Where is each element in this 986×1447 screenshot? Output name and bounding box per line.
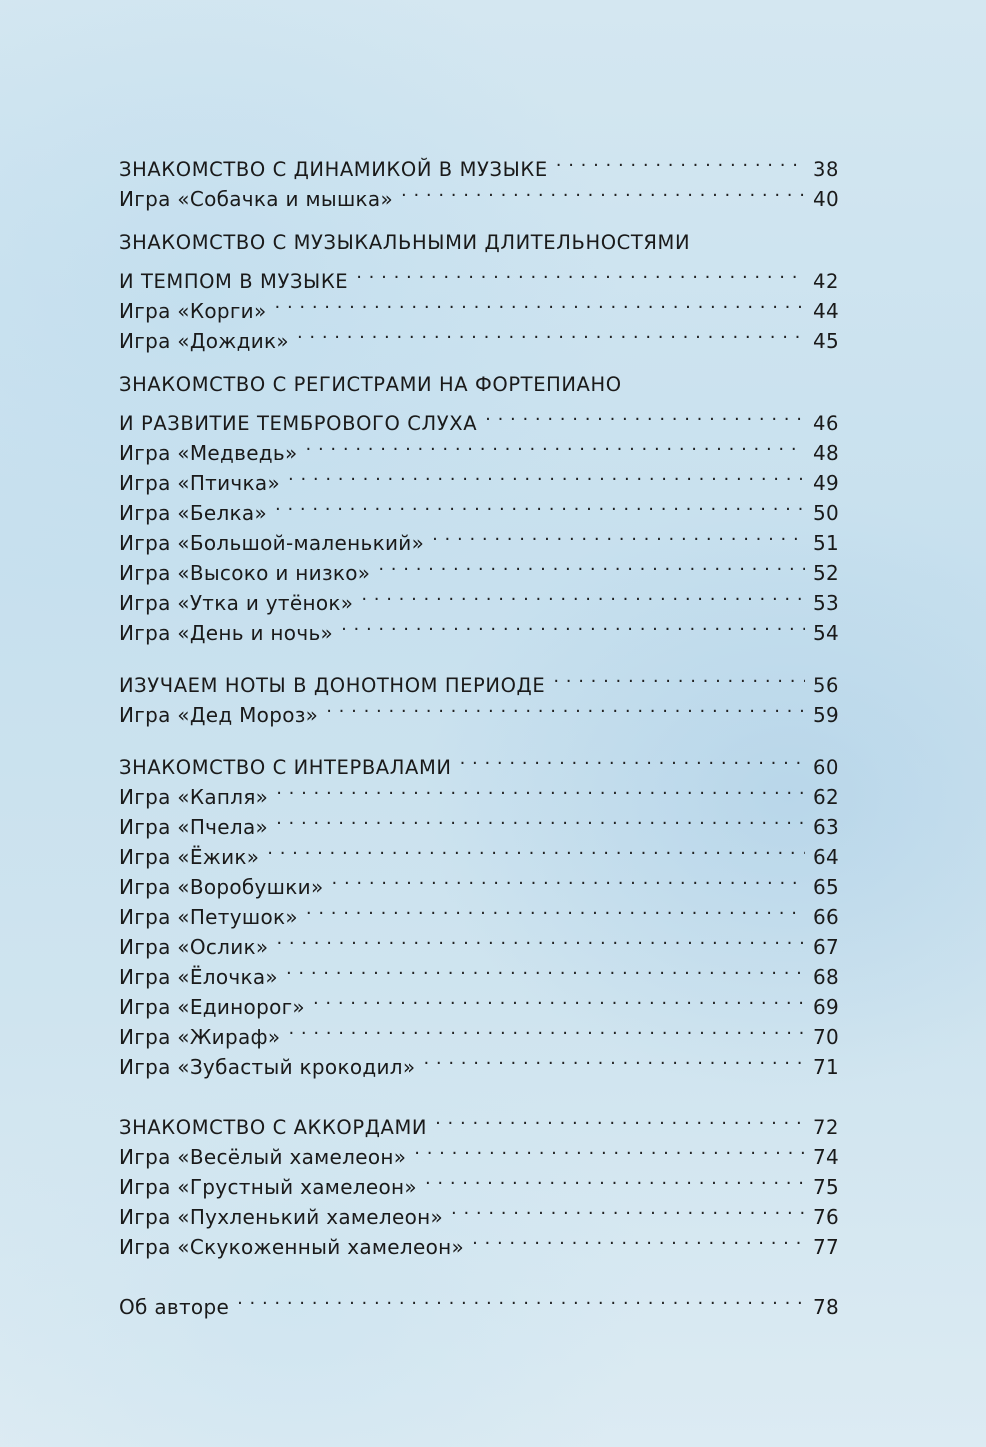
toc-page-number: 50 [812, 501, 839, 525]
dot-leader [432, 520, 805, 550]
dot-leader [297, 318, 805, 348]
toc-item-title: Игра «Собачка и мышка» [119, 187, 394, 211]
toc-page-number: 56 [812, 674, 839, 697]
toc-item-title: Игра «Капля» [119, 785, 269, 809]
toc-section-title-line1[interactable]: ЗНАКОМСТВО С РЕГИСТРАМИ НА ФОРТЕПИАНО [119, 373, 622, 396]
toc-section-title: И РАЗВИТИЕ ТЕМБРОВОГО СЛУХА [119, 412, 478, 435]
dot-leader [275, 490, 805, 520]
toc-item-title: Игра «Ёлочка» [119, 965, 278, 989]
toc-section-title-line1[interactable]: ЗНАКОМСТВО С МУЗЫКАЛЬНЫМИ ДЛИТЕЛЬНОСТЯМИ [119, 231, 691, 254]
dot-leader [306, 430, 805, 460]
dot-leader [460, 744, 805, 774]
toc-page-number: 64 [812, 845, 839, 869]
toc-page-number: 69 [812, 995, 839, 1019]
toc-item-title: Игра «Утка и утёнок» [119, 591, 354, 615]
dot-leader [306, 894, 805, 924]
toc-item-title: Игра «Ёжик» [119, 845, 260, 869]
toc-section-registers[interactable] [119, 400, 839, 435]
toc-page-number: 59 [812, 703, 839, 727]
toc-page-number: 67 [812, 935, 839, 959]
toc-page-number: 54 [812, 621, 839, 645]
dot-leader [276, 804, 805, 834]
toc-item-title: Игра «Дождик» [119, 329, 289, 353]
dot-leader [341, 610, 805, 640]
dot-leader [326, 692, 805, 722]
toc-item-title: Игра «Петушок» [119, 905, 298, 929]
toc-about-author[interactable] [119, 1284, 839, 1319]
toc-section-title: И ТЕМПОМ В МУЗЫКЕ [119, 270, 349, 293]
toc-page-number: 63 [812, 815, 839, 839]
toc-page-number: 70 [812, 1025, 839, 1049]
toc-page-number: 52 [812, 561, 839, 585]
toc-page-number: 38 [812, 158, 839, 181]
toc-item-title: Игра «Скукоженный хамелеон» [119, 1235, 465, 1259]
toc-item-title: Об авторе [119, 1295, 230, 1319]
dot-leader [332, 864, 805, 894]
toc-page-number: 44 [812, 299, 839, 323]
dot-leader [237, 1284, 805, 1314]
dot-leader [485, 400, 805, 430]
dot-leader [451, 1194, 805, 1224]
toc-item-title: Игра «День и ночь» [119, 621, 334, 645]
toc-item-title: Игра «Белка» [119, 501, 267, 525]
toc-section-title: ИЗУЧАЕМ НОТЫ В ДОНОТНОМ ПЕРИОДЕ [119, 674, 546, 697]
dot-leader [425, 1164, 805, 1194]
toc-item-title: Игра «Ослик» [119, 935, 269, 959]
toc-section-intervals[interactable] [119, 744, 839, 779]
dot-leader [313, 984, 805, 1014]
toc-section-dynamics[interactable] [119, 146, 839, 181]
toc-page-number: 46 [812, 412, 839, 435]
toc-page-number: 40 [812, 187, 839, 211]
toc-item-title: Игра «Зубастый крокодил» [119, 1055, 416, 1079]
toc-page-number: 62 [812, 785, 839, 809]
toc-item-title: Игра «Большой-маленький» [119, 531, 425, 555]
toc-section-chords[interactable] [119, 1104, 839, 1139]
toc-item-title: Игра «Пухленький хамелеон» [119, 1205, 444, 1229]
dot-leader [361, 580, 805, 610]
toc-item-title: Игра «Пчела» [119, 815, 269, 839]
table-of-contents [119, 146, 839, 1319]
dot-leader [276, 774, 805, 804]
toc-page-number: 48 [812, 441, 839, 465]
dot-leader [435, 1104, 805, 1134]
toc-page-number: 71 [812, 1055, 839, 1079]
toc-page-number: 53 [812, 591, 839, 615]
toc-item-title: Игра «Медведь» [119, 441, 298, 465]
toc-page-number: 74 [812, 1145, 839, 1169]
toc-item-title: Игра «Весёлый хамелеон» [119, 1145, 407, 1169]
toc-section-title: ЗНАКОМСТВО С ИНТЕРВАЛАМИ [119, 756, 452, 779]
toc-page-number: 51 [812, 531, 839, 555]
dot-leader [288, 460, 805, 490]
dot-leader [276, 924, 804, 954]
dot-leader [472, 1224, 805, 1254]
toc-item-title: Игра «Птичка» [119, 471, 280, 495]
toc-page-number: 72 [812, 1116, 839, 1139]
toc-item-title: Игра «Грустный хамелеон» [119, 1175, 417, 1199]
toc-page-number: 65 [812, 875, 839, 899]
toc-item-title: Игра «Корги» [119, 299, 267, 323]
toc-page-number: 60 [812, 756, 839, 779]
dot-leader [553, 662, 805, 692]
dot-leader [275, 288, 805, 318]
toc-page-number: 68 [812, 965, 839, 989]
dot-leader [423, 1044, 805, 1074]
toc-item-title: Игра «Дед Мороз» [119, 703, 319, 727]
dot-leader [378, 550, 805, 580]
dot-leader [356, 258, 805, 288]
toc-page-number: 66 [812, 905, 839, 929]
dot-leader [267, 834, 805, 864]
toc-item-title: Игра «Высоко и низко» [119, 561, 371, 585]
toc-section-notes[interactable] [119, 662, 839, 697]
toc-page-number: 76 [812, 1205, 839, 1229]
toc-section-title: ЗНАКОМСТВО С АККОРДАМИ [119, 1116, 428, 1139]
toc-page-number: 42 [812, 270, 839, 293]
dot-leader [401, 176, 805, 206]
toc-page-number: 75 [812, 1175, 839, 1199]
toc-page-number: 45 [812, 329, 839, 353]
toc-item-title: Игра «Жираф» [119, 1025, 281, 1049]
toc-section-durations[interactable] [119, 258, 839, 293]
toc-page-number: 77 [812, 1235, 839, 1259]
dot-leader [286, 954, 805, 984]
toc-section-title: ЗНАКОМСТВО С ДИНАМИКОЙ В МУЗЫКЕ [119, 158, 548, 181]
toc-item-title: Игра «Воробушки» [119, 875, 324, 899]
toc-item-title: Игра «Единорог» [119, 995, 305, 1019]
dot-leader [288, 1014, 804, 1044]
dot-leader [414, 1134, 805, 1164]
dot-leader [556, 146, 805, 176]
toc-page-number: 78 [812, 1295, 839, 1319]
toc-page-number: 49 [812, 471, 839, 495]
